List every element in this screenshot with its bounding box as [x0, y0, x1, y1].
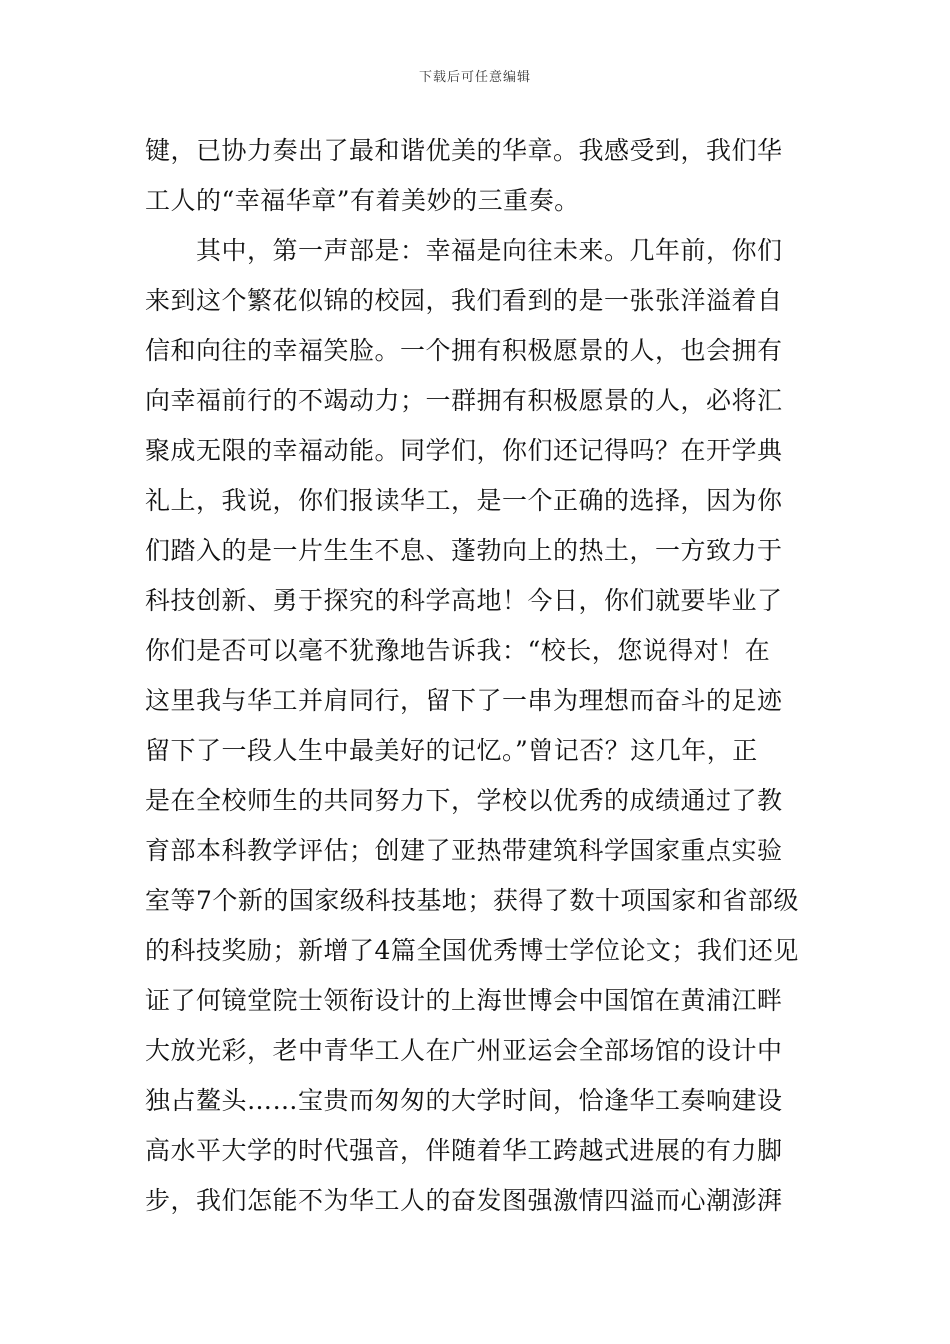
text-line: 礼上，我说，你们报读华工，是一个正确的选择，因为你 [145, 486, 783, 515]
text-line: 这里我与华工并肩同行，留下了一串为理想而奋斗的足迹 [145, 686, 783, 715]
text-line: 聚成无限的幸福动能。同学们，你们还记得吗？在开学典 [145, 436, 783, 465]
text-line: 你们是否可以毫不犹豫地告诉我：“校长，您说得对！在 [145, 636, 771, 665]
text-line: 向幸福前行的不竭动力；一群拥有积极愿景的人，必将汇 [145, 386, 783, 415]
text-line: 们踏入的是一片生生不息、蓬勃向上的热土，一方致力于 [145, 536, 783, 565]
text-line: 键，已协力奏出了最和谐优美的华章。我感受到，我们华 [145, 136, 783, 165]
text-line: 室等7个新的国家级科技基地；获得了数十项国家和省部级 [145, 886, 799, 915]
text-line: 是在全校师生的共同努力下，学校以优秀的成绩通过了教 [145, 786, 783, 815]
text-line: 科技创新、勇于探究的科学高地！今日，你们就要毕业了 [145, 586, 783, 615]
text-line: 的科技奖励；新增了4篇全国优秀博士学位论文；我们还见 [145, 936, 799, 965]
text-line: 高水平大学的时代强音，伴随着华工跨越式进展的有力脚 [145, 1136, 783, 1165]
page-header: 下载后可任意编辑 [418, 70, 531, 85]
text-line: 留下了一段人生中最美好的记忆。”曾记否？这几年，正 [145, 736, 758, 765]
text-line: 步，我们怎能不为华工人的奋发图强激情四溢而心潮澎湃 [145, 1186, 783, 1215]
text-line: 信和向往的幸福笑脸。一个拥有积极愿景的人，也会拥有 [145, 336, 783, 365]
text-line: 工人的“幸福华章”有着美妙的三重奏。 [145, 186, 580, 215]
text-line: 其中，第一声部是：幸福是向往未来。几年前，你们 [145, 236, 783, 265]
text-line: 来到这个繁花似锦的校园，我们看到的是一张张洋溢着自 [145, 286, 783, 315]
document-body [145, 126, 810, 1226]
text-line: 育部本科教学评估；创建了亚热带建筑科学国家重点实验 [145, 836, 783, 865]
text-line: 大放光彩，老中青华工人在广州亚运会全部场馆的设计中 [145, 1036, 783, 1065]
text-line: 独占鳌头……宝贵而匆匆的大学时间，恰逢华工奏响建设 [145, 1086, 783, 1115]
text-line: 证了何镜堂院士领衔设计的上海世博会中国馆在黄浦江畔 [145, 986, 783, 1015]
